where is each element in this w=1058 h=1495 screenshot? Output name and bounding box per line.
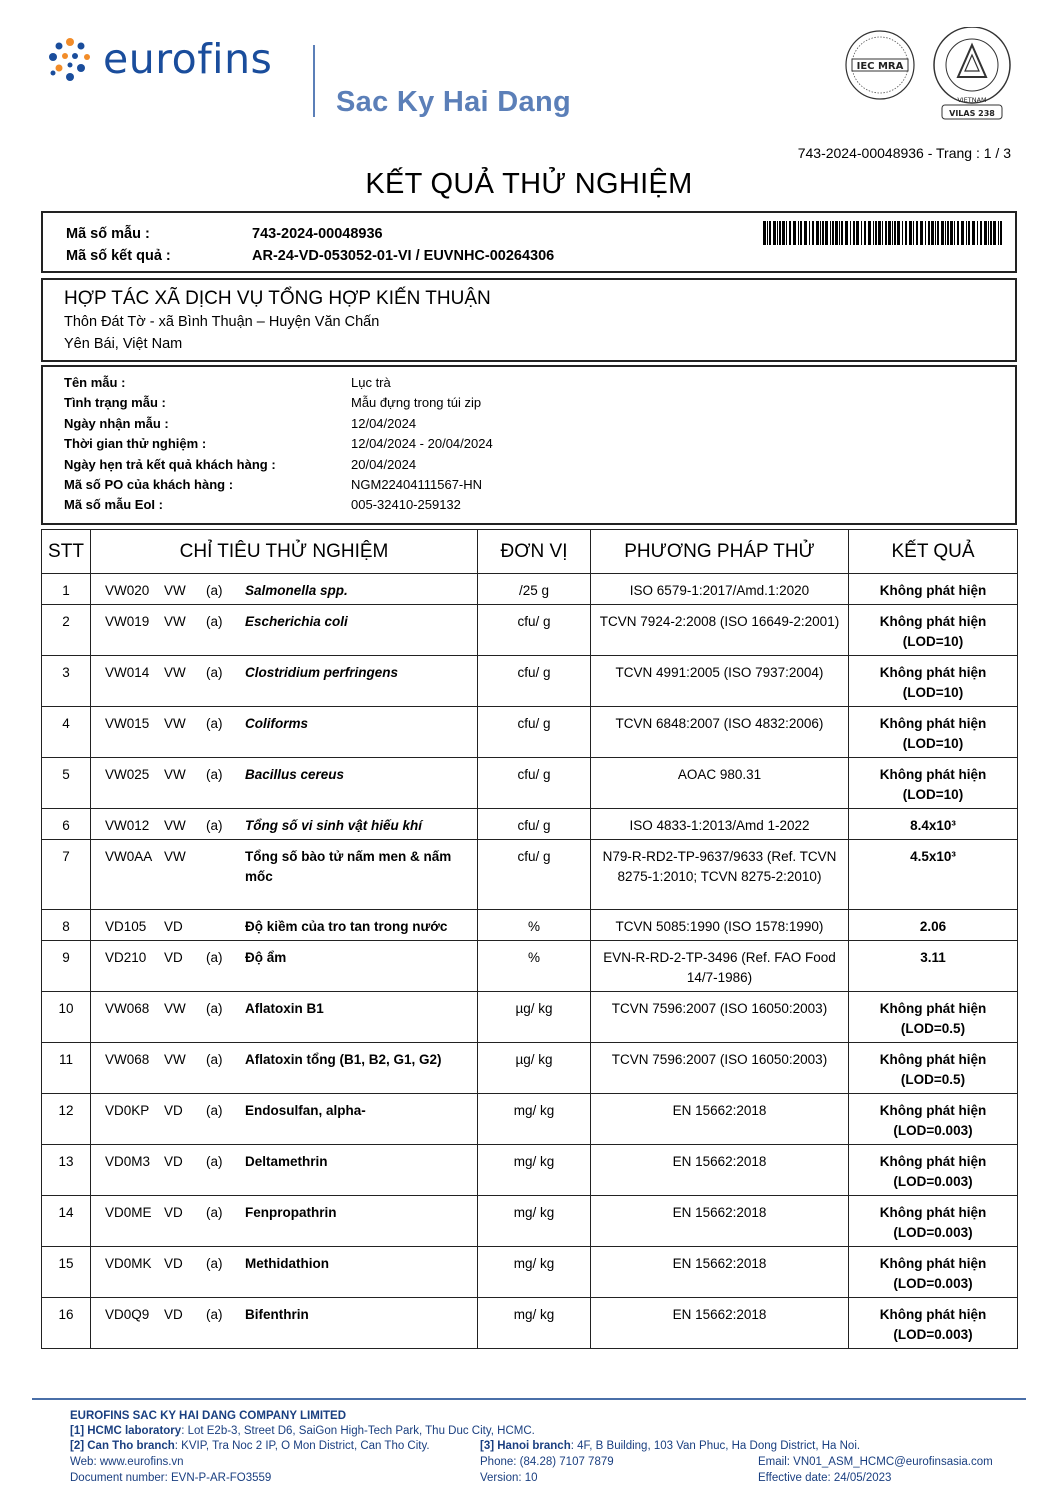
row-result: 2.06 <box>849 910 1018 941</box>
row-parameter-name: Aflatoxin tổng (B1, B2, G1, G2) <box>245 1052 442 1067</box>
sample-info-label: Mã số PO của khách hàng : <box>64 477 234 492</box>
table-row <box>42 574 1018 605</box>
row-result: Không phát hiện (LOD=10) <box>849 758 1018 809</box>
row-indicator <box>91 1247 478 1298</box>
row-stt: 10 <box>42 992 91 1043</box>
row-accreditation-mark: (a) <box>206 583 223 598</box>
row-group: VD <box>164 919 183 934</box>
footer-lab3-addr: : 4F, B Building, 103 Van Phuc, Ha Dong District, Ha Noi. <box>570 1440 861 1452</box>
table-row <box>42 1196 1018 1247</box>
row-code: VW0AA <box>105 849 153 864</box>
row-method: EN 15662:2018 <box>591 1196 849 1247</box>
row-indicator <box>91 809 478 840</box>
row-unit: µg/ kg <box>478 992 591 1043</box>
col-header-unit: ĐƠN VỊ <box>478 530 591 574</box>
row-stt: 7 <box>42 840 91 910</box>
row-group: VD <box>164 950 183 965</box>
table-row <box>42 1043 1018 1094</box>
footer-lab3 <box>480 1440 860 1452</box>
row-code: VD210 <box>105 950 147 965</box>
row-method: ISO 6579-1:2017/Amd.1:2020 <box>591 574 849 605</box>
row-unit: cfu/ g <box>478 707 591 758</box>
row-indicator <box>91 1298 478 1349</box>
customer-name: HỢP TÁC XÃ DỊCH VỤ TỔNG HỢP KIẾN THUẬN <box>64 288 491 309</box>
row-stt: 16 <box>42 1298 91 1349</box>
bureau-of-accreditation-seal-icon <box>934 27 1010 119</box>
eurofins-logo-icon <box>45 35 95 85</box>
row-accreditation-mark: (a) <box>206 950 223 965</box>
row-stt: 6 <box>42 809 91 840</box>
row-result: Không phát hiện (LOD=0.5) <box>849 992 1018 1043</box>
header-divider <box>313 45 315 117</box>
row-indicator <box>91 574 478 605</box>
row-code: VW019 <box>105 614 150 629</box>
row-unit: cfu/ g <box>478 809 591 840</box>
footer-effective-date: Effective date: 24/05/2023 <box>758 1472 892 1484</box>
row-stt: 12 <box>42 1094 91 1145</box>
row-stt: 3 <box>42 656 91 707</box>
row-method: TCVN 4991:2005 (ISO 7937:2004) <box>591 656 849 707</box>
table-row <box>42 1298 1018 1349</box>
sample-info-label: Ngày hẹn trả kết quả khách hàng : <box>64 456 276 472</box>
row-group: VW <box>164 1052 186 1067</box>
row-indicator <box>91 656 478 707</box>
row-method: EN 15662:2018 <box>591 1145 849 1196</box>
row-code: VD0Q9 <box>105 1307 150 1322</box>
footer-lab2-addr: : KVIP, Tra Noc 2 IP, O Mon District, Can Tho City. <box>174 1440 430 1452</box>
row-method: EN 15662:2018 <box>591 1094 849 1145</box>
customer-box <box>41 278 1017 362</box>
row-result: 4.5x10³ <box>849 840 1018 910</box>
row-parameter-name: Escherichia coli <box>245 614 348 629</box>
row-method: TCVN 6848:2007 (ISO 4832:2006) <box>591 707 849 758</box>
footer-lab2 <box>70 1440 430 1452</box>
eurofins-logo <box>45 35 295 85</box>
footer-lab1 <box>70 1425 535 1437</box>
table-row <box>42 758 1018 809</box>
row-result: Không phát hiện (LOD=0.003) <box>849 1298 1018 1349</box>
row-parameter-name: Bacillus cereus <box>245 767 345 782</box>
row-group: VD <box>164 1307 183 1322</box>
row-method: EVN-R-RD-2-TP-3496 (Ref. FAO Food 14/7-1986) <box>591 941 849 992</box>
document-title: KẾT QUẢ THỬ NGHIỆM <box>365 168 693 200</box>
row-indicator <box>91 1043 478 1094</box>
row-stt: 8 <box>42 910 91 941</box>
footer-lab1-addr: : Lot E2b-3, Street D6, SaiGon High-Tech Park, Thu Duc City, HCMC. <box>181 1425 535 1437</box>
row-method: ISO 4833-1:2013/Amd 1-2022 <box>591 809 849 840</box>
row-unit: cfu/ g <box>478 656 591 707</box>
row-group: VW <box>164 767 186 782</box>
sample-info-value: 20/04/2024 <box>351 456 417 472</box>
col-header-stt: STT <box>42 530 91 574</box>
sample-info-label: Tên mẫu : <box>64 375 126 390</box>
footer-phone: Phone: (84.28) 7107 7879 <box>480 1456 614 1468</box>
sample-info-label: Tình trạng mẫu : <box>64 395 166 411</box>
row-code: VD0M3 <box>105 1154 151 1169</box>
row-method: AOAC 980.31 <box>591 758 849 809</box>
table-row <box>42 707 1018 758</box>
row-unit: % <box>478 941 591 992</box>
sample-number-label: Mã số mẫu : <box>66 226 150 242</box>
table-row <box>42 992 1018 1043</box>
row-result: Không phát hiện (LOD=0.5) <box>849 1043 1018 1094</box>
row-group: VW <box>164 716 186 731</box>
row-code: VW012 <box>105 818 150 833</box>
row-parameter-name: Fenpropathrin <box>245 1205 337 1220</box>
row-method: N79-R-RD2-TP-9637/9633 (Ref. TCVN 8275-1:2010; TCVN 8275-2:2010) <box>591 840 849 910</box>
row-stt: 2 <box>42 605 91 656</box>
row-parameter-name: Endosulfan, alpha- <box>245 1103 366 1118</box>
customer-address-line2: Yên Bái, Việt Nam <box>64 336 183 352</box>
footer-web[interactable]: Web: www.eurofins.vn <box>70 1456 184 1468</box>
row-parameter-name: Clostridium perfringens <box>245 665 399 680</box>
footer-version: Version: 10 <box>480 1472 538 1484</box>
row-accreditation-mark: (a) <box>206 1052 223 1067</box>
row-accreditation-mark: (a) <box>206 1205 223 1220</box>
row-group: VW <box>164 665 186 680</box>
sample-info-label: Thời gian thử nghiệm : <box>64 436 207 452</box>
footer-company: EUROFINS SAC KY HAI DANG COMPANY LIMITED <box>70 1410 347 1422</box>
row-group: VD <box>164 1103 183 1118</box>
row-indicator <box>91 707 478 758</box>
table-row <box>42 1145 1018 1196</box>
row-accreditation-mark: (a) <box>206 716 223 731</box>
row-stt: 15 <box>42 1247 91 1298</box>
sample-info-value: 12/04/2024 - 20/04/2024 <box>351 436 493 452</box>
row-code: VW020 <box>105 583 150 598</box>
row-unit: /25 g <box>478 574 591 605</box>
row-group: VW <box>164 849 186 864</box>
row-group: VW <box>164 614 186 629</box>
row-code: VD105 <box>105 919 147 934</box>
page-header <box>0 0 1058 140</box>
row-stt: 1 <box>42 574 91 605</box>
row-indicator <box>91 1196 478 1247</box>
row-accreditation-mark: (a) <box>206 1001 223 1016</box>
row-group: VD <box>164 1154 183 1169</box>
row-parameter-name: Bifenthrin <box>245 1307 309 1322</box>
row-unit: µg/ kg <box>478 1043 591 1094</box>
row-parameter-name: Coliforms <box>245 716 309 731</box>
row-indicator <box>91 605 478 656</box>
row-unit: mg/ kg <box>478 1298 591 1349</box>
row-code: VD0MK <box>105 1256 152 1271</box>
row-indicator <box>91 840 478 910</box>
col-header-indicator: CHỈ TIÊU THỬ NGHIỆM <box>91 530 478 574</box>
sample-info-label: Mã số mẫu EoI : <box>64 497 163 513</box>
row-unit: mg/ kg <box>478 1094 591 1145</box>
table-row <box>42 910 1018 941</box>
table-row <box>42 656 1018 707</box>
accreditation-seals <box>838 27 1018 127</box>
row-stt: 14 <box>42 1196 91 1247</box>
row-group: VW <box>164 1001 186 1016</box>
col-header-method: PHƯƠNG PHÁP THỬ <box>591 530 849 574</box>
vilas-code: VILAS 238 <box>949 109 995 118</box>
row-unit: mg/ kg <box>478 1247 591 1298</box>
row-method: TCVN 7596:2007 (ISO 16050:2003) <box>591 992 849 1043</box>
row-method: EN 15662:2018 <box>591 1298 849 1349</box>
table-row <box>42 809 1018 840</box>
col-header-result: KẾT QUẢ <box>849 530 1018 574</box>
row-stt: 11 <box>42 1043 91 1094</box>
row-indicator <box>91 1145 478 1196</box>
row-code: VW068 <box>105 1001 150 1016</box>
sample-info-value: NGM22404111567-HN <box>351 477 483 492</box>
row-result: 8.4x10³ <box>849 809 1018 840</box>
row-method: TCVN 5085:1990 (ISO 1578:1990) <box>591 910 849 941</box>
row-result: Không phát hiện <box>849 574 1018 605</box>
row-result: Không phát hiện (LOD=10) <box>849 707 1018 758</box>
row-code: VW015 <box>105 716 150 731</box>
sample-info-value: Lục trà <box>351 375 391 390</box>
row-unit: cfu/ g <box>478 758 591 809</box>
sample-info-value: 005-32410-259132 <box>351 497 461 513</box>
row-unit: mg/ kg <box>478 1145 591 1196</box>
row-result: Không phát hiện (LOD=10) <box>849 656 1018 707</box>
table-row <box>42 605 1018 656</box>
row-accreditation-mark: (a) <box>206 665 223 680</box>
row-code: VW068 <box>105 1052 150 1067</box>
brand-subtitle: Sac Ky Hai Dang <box>336 86 571 118</box>
table-header-row <box>42 530 1018 574</box>
row-indicator <box>91 758 478 809</box>
seal-country-text: VIETNAM <box>957 96 987 104</box>
row-stt: 5 <box>42 758 91 809</box>
row-group: VW <box>164 818 186 833</box>
row-code: VD0ME <box>105 1205 152 1220</box>
result-number-label: Mã số kết quả : <box>66 248 171 264</box>
row-method: TCVN 7924-2:2008 (ISO 16649-2:2001) <box>591 605 849 656</box>
row-parameter-name: Tổng số bào tử nấm men & nấm mốc <box>245 849 452 884</box>
row-group: VD <box>164 1205 183 1220</box>
row-stt: 4 <box>42 707 91 758</box>
sample-info-box <box>41 365 1017 525</box>
row-result: Không phát hiện (LOD=10) <box>849 605 1018 656</box>
row-accreditation-mark: (a) <box>206 818 223 833</box>
row-parameter-name: Tổng số vi sinh vật hiếu khí <box>245 818 423 833</box>
row-accreditation-mark: (a) <box>206 1103 223 1118</box>
row-result: 3.11 <box>849 941 1018 992</box>
footer-lab3-tag: [3] Hanoi branch <box>480 1440 571 1452</box>
footer-lab1-tag: [1] HCMC laboratory <box>70 1425 182 1437</box>
row-unit: cfu/ g <box>478 605 591 656</box>
page-reference: 743-2024-00048936 - Trang : 1 / 3 <box>797 145 1011 161</box>
row-stt: 13 <box>42 1145 91 1196</box>
sample-info-label: Ngày nhận mẫu : <box>64 415 169 431</box>
row-unit: % <box>478 910 591 941</box>
table-row <box>42 941 1018 992</box>
row-indicator <box>91 910 478 941</box>
row-code: VD0KP <box>105 1103 150 1118</box>
row-parameter-name: Methidathion <box>245 1256 329 1271</box>
sample-info-value: Mẫu đựng trong túi zip <box>351 395 482 411</box>
iec-mra-seal-icon <box>846 31 914 99</box>
table-row <box>42 1247 1018 1298</box>
row-parameter-name: Deltamethrin <box>245 1154 328 1169</box>
row-result: Không phát hiện (LOD=0.003) <box>849 1145 1018 1196</box>
row-indicator <box>91 992 478 1043</box>
footer-email[interactable]: Email: VN01_ASM_HCMC@eurofinsasia.com <box>758 1456 993 1468</box>
customer-address-line1: Thôn Đát Tờ - xã Bình Thuận – Huyện Văn Chấn <box>64 314 380 330</box>
row-method: TCVN 7596:2007 (ISO 16050:2003) <box>591 1043 849 1094</box>
row-result: Không phát hiện (LOD=0.003) <box>849 1247 1018 1298</box>
barcode-icon <box>763 221 1003 245</box>
row-parameter-name: Độ ẩm <box>245 950 287 965</box>
iec-mra-text: IEC MRA <box>856 61 904 72</box>
footer-lab2-tag: [2] Can Tho branch <box>70 1440 175 1452</box>
row-parameter-name: Độ kiềm của tro tan trong nước <box>245 919 448 934</box>
row-group: VW <box>164 583 186 598</box>
sample-id-box <box>41 211 1017 273</box>
results-table <box>41 529 1018 1349</box>
table-row <box>42 1094 1018 1145</box>
row-accreditation-mark: (a) <box>206 1307 223 1322</box>
row-accreditation-mark: (a) <box>206 1154 223 1169</box>
table-row <box>42 840 1018 910</box>
row-parameter-name: Salmonella spp. <box>245 583 348 598</box>
row-accreditation-mark: (a) <box>206 767 223 782</box>
row-result: Không phát hiện (LOD=0.003) <box>849 1196 1018 1247</box>
row-indicator <box>91 941 478 992</box>
row-accreditation-mark: (a) <box>206 614 223 629</box>
row-code: VW014 <box>105 665 150 680</box>
row-stt: 9 <box>42 941 91 992</box>
footer-doc-number: Document number: EVN-P-AR-FO3559 <box>70 1472 272 1484</box>
row-unit: mg/ kg <box>478 1196 591 1247</box>
row-indicator <box>91 1094 478 1145</box>
row-code: VW025 <box>105 767 150 782</box>
row-method: EN 15662:2018 <box>591 1247 849 1298</box>
row-group: VD <box>164 1256 183 1271</box>
row-parameter-name: Aflatoxin B1 <box>245 1001 324 1016</box>
result-number-value: AR-24-VD-053052-01-VI / EUVNHC-00264306 <box>252 248 555 264</box>
row-accreditation-mark: (a) <box>206 1256 223 1271</box>
sample-number-value: 743-2024-00048936 <box>252 226 383 242</box>
footer-divider <box>32 1398 1026 1400</box>
brand-name: eurofins <box>103 35 273 83</box>
row-result: Không phát hiện (LOD=0.003) <box>849 1094 1018 1145</box>
sample-info-value: 12/04/2024 <box>351 415 417 431</box>
row-unit: cfu/ g <box>478 840 591 910</box>
